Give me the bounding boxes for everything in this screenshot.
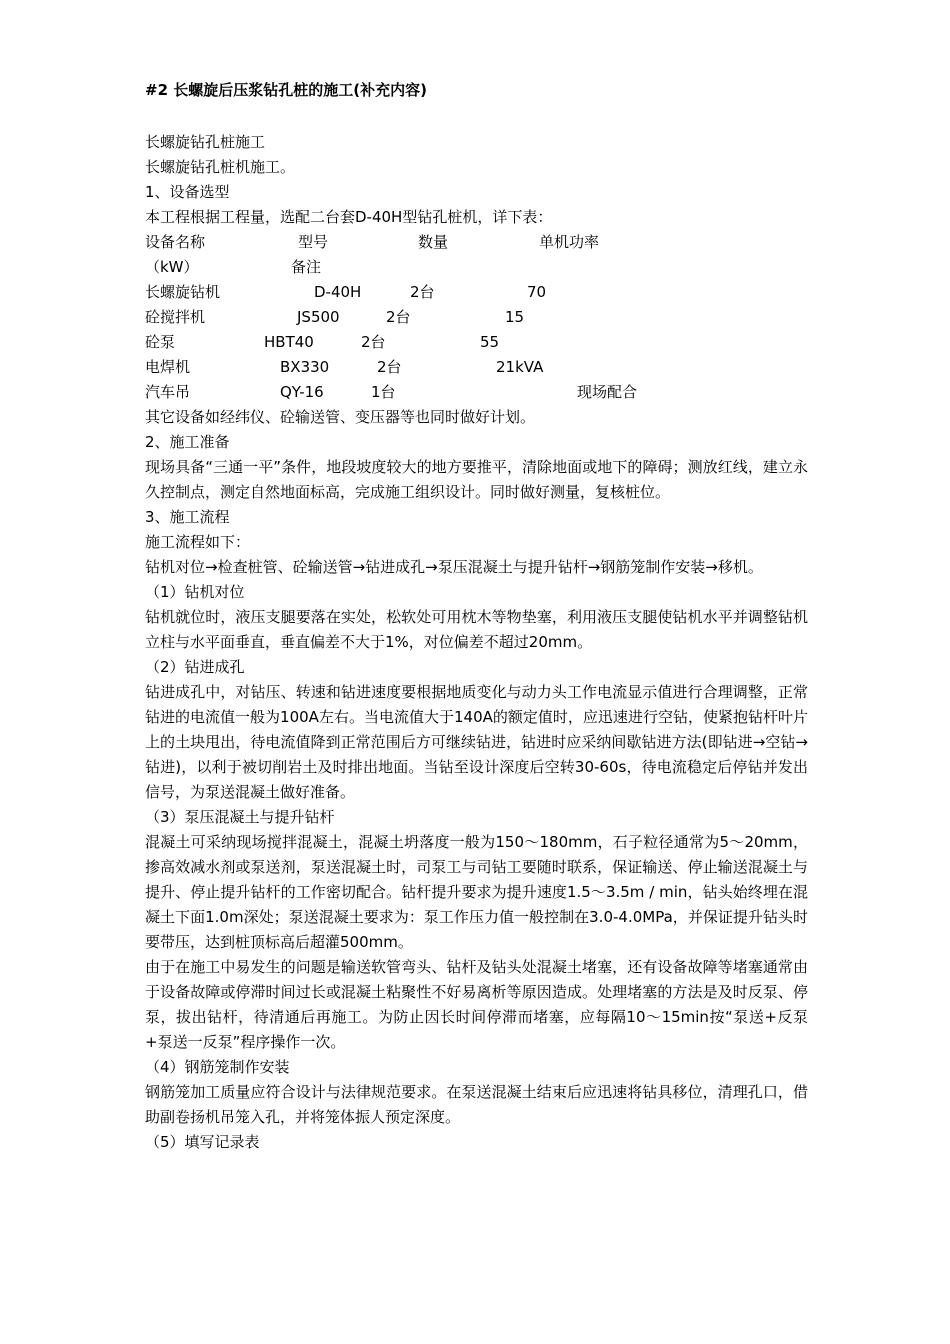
table-row xyxy=(145,280,808,305)
flow-intro-text: 施工流程如下： xyxy=(145,533,251,551)
table-header-row xyxy=(145,230,808,255)
cell-name: 汽车吊 xyxy=(145,383,191,401)
cell-model: D-40H xyxy=(314,283,362,301)
heading-long-screw-pile: 长螺旋钻孔桩施工 xyxy=(145,133,266,151)
cell-qty: 2台 xyxy=(386,308,411,326)
subsection-3-text-b: 由于在施工中易发生的问题是输送软管弯头、钻杆及钻头处混凝土堵塞，还有设备故障等堵塞通常由于设备故障或停滞时间过长或混凝土粘聚性不好易离析等原因造成。处理堵塞的方法是及时反泵、停泵，拔出钻杆，待清通后再施工。为防止因长时间停滞而堵塞，应每隔10～15min按“泵送+反泵+泵送一反泵”程序操作一次。 xyxy=(145,958,808,1051)
subsection-heading-3: （3）泵压混凝土与提升钻杆 xyxy=(145,808,335,826)
subsection-heading-1: （1）钻机对位 xyxy=(145,583,245,601)
header-remark: 备注 xyxy=(291,258,322,276)
table-row xyxy=(145,330,808,355)
document-page xyxy=(145,78,808,1155)
cell-power: 70 xyxy=(527,283,547,301)
equipment-table xyxy=(145,230,808,405)
cell-model: JS500 xyxy=(297,308,340,326)
cell-name: 长螺旋钻机 xyxy=(145,283,221,301)
subsection-heading-5: （5）填写记录表 xyxy=(145,1133,260,1151)
subsection-4-text: 钢筋笼加工质量应符合设计与法律规范要求。在泵送混凝土结束后应迅速将钻具移位，清理孔口，借助副卷扬机吊笼入孔，并将笼体振人预定深度。 xyxy=(145,1083,808,1126)
preparation-text: 现场具备“三通一平”条件，地段坡度较大的地方要推平，清除地面或地下的障碍；测放红线，建立永久控制点，测定自然地面标高，完成施工组织设计。同时做好测量，复核桩位。 xyxy=(145,458,808,501)
subsection-3-text-a: 混凝土可采纳现场搅拌混凝土，混凝土坍落度一般为150～180mm，石子粒径通常为5～20mm，掺高效减水剂或泵送剂，泵送混凝土时，司泵工与司钻工要随时联系，保证输送、停止输送混凝土与提升、停止提升钻杆的工作密切配合。钻杆提升要求为提升速度1.5～3.5m / min，钻头始终埋在混凝土下面1.0m深处；泵送混凝土要求为：泵工作压力值一般控制在3.0-4.0MPa，并保证提升钻头时要带压，达到桩顶标高后超灌500mm。 xyxy=(145,833,808,951)
section-heading-2: 2、施工准备 xyxy=(145,433,230,451)
cell-name: 砼搅拌机 xyxy=(145,308,206,326)
section-heading-3: 3、施工流程 xyxy=(145,508,230,526)
cell-power: 21kVA xyxy=(496,358,544,376)
cell-qty: 2台 xyxy=(410,283,435,301)
subsection-1-text: 钻机就位时，液压支腿要落在实处，松软处可用枕木等物垫塞，利用液压支腿使钻机水平并调整钻机立柱与水平面垂直，垂直偏差不大于1%，对位偏差不超过20mm。 xyxy=(145,608,808,651)
cell-name: 电焊机 xyxy=(145,358,191,376)
subsection-heading-2: （2）钻进成孔 xyxy=(145,658,245,676)
header-unit: （kW） xyxy=(145,258,199,276)
other-equipment-text: 其它设备如经纬仪、砼输送管、变压器等也同时做好计划。 xyxy=(145,408,536,426)
cell-model: QY-16 xyxy=(280,383,324,401)
header-power: 单机功率 xyxy=(539,233,600,251)
equipment-intro: 本工程根据工程量，选配二台套D-40H型钻孔桩机，详下表： xyxy=(145,208,553,226)
cell-model: BX330 xyxy=(280,358,330,376)
cell-qty: 1台 xyxy=(371,383,396,401)
table-header-row-2 xyxy=(145,255,808,280)
cell-qty: 2台 xyxy=(377,358,402,376)
header-model: 型号 xyxy=(298,233,329,251)
cell-model: HBT40 xyxy=(264,333,314,351)
cell-note: 现场配合 xyxy=(577,383,638,401)
spacer xyxy=(145,103,808,130)
section-heading-1: 1、设备选型 xyxy=(145,183,230,201)
header-name: 设备名称 xyxy=(145,233,206,251)
cell-qty: 2台 xyxy=(361,333,386,351)
header-qty: 数量 xyxy=(418,233,449,251)
document-title: #2 长螺旋后压浆钻孔桩的施工(补充内容) xyxy=(145,81,427,99)
subheading-pile-machine: 长螺旋钻孔桩机施工。 xyxy=(145,158,296,176)
table-row xyxy=(145,305,808,330)
flow-text: 钻机对位→检查桩管、砼输送管→钻进成孔→泵压混凝土与提升钻杆→钢筋笼制作安装→移机。 xyxy=(145,558,763,576)
table-row xyxy=(145,380,808,405)
cell-power: 55 xyxy=(480,333,500,351)
subsection-heading-4: （4）钢筋笼制作安装 xyxy=(145,1058,290,1076)
table-row xyxy=(145,355,808,380)
cell-power: 15 xyxy=(505,308,525,326)
cell-name: 砼泵 xyxy=(145,333,176,351)
subsection-2-text: 钻进成孔中，对钻压、转速和钻进速度要根据地质变化与动力头工作电流显示值进行合理调整，正常钻进的电流值一般为100A左右。当电流值大于140A的额定值时，应迅速进行空钻，使紧抱钻杆叶片上的土块甩出，待电流值降到正常范围后方可继续钻进，钻进时应采纳间歇钻进方法(即钻进→空钻→钻进)，以利于被切削岩土及时排出地面。当钻至设计深度后空转30-60s，待电流稳定后停钻并发出信号，为泵送混凝土做好准备。 xyxy=(145,683,808,801)
